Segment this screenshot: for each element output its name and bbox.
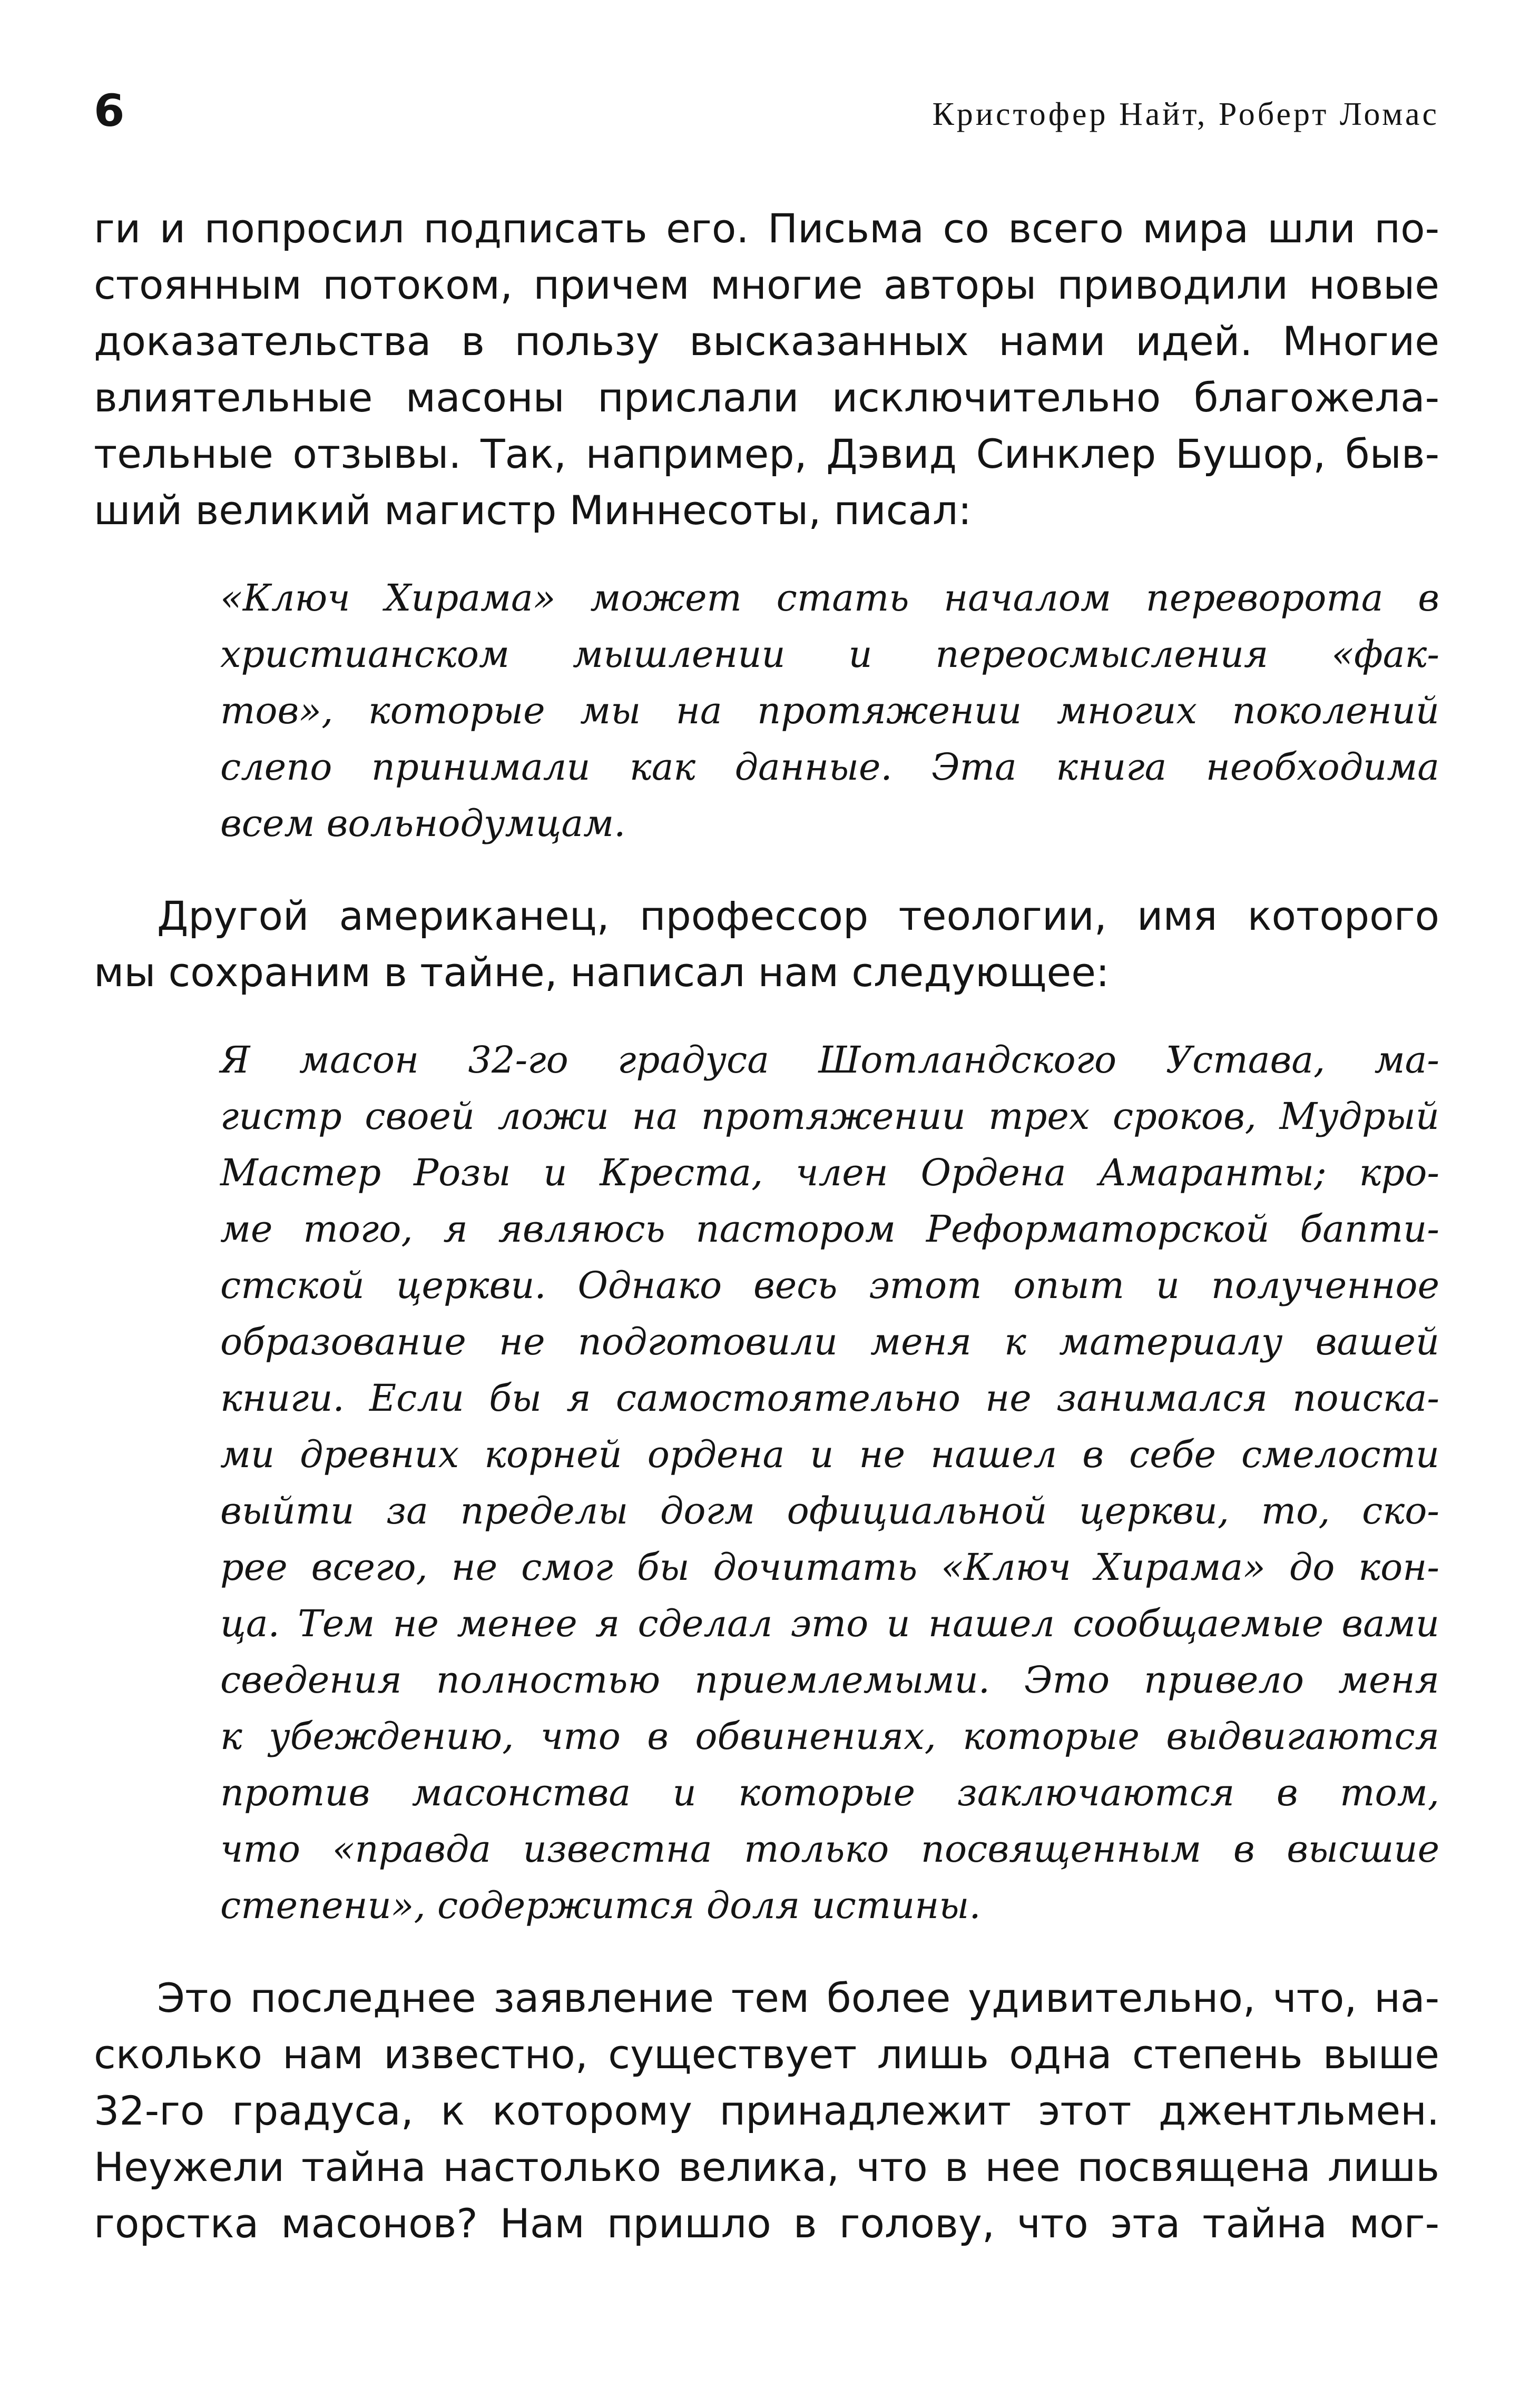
- quote-professor: [94, 1032, 1439, 1934]
- quote-line: против масонства и которые заключаются в том,: [220, 1771, 1439, 1814]
- text-line: сколько нам известно, существует лишь одна степень выше: [94, 2031, 1439, 2078]
- paragraph-gap: [94, 852, 1439, 888]
- paragraph-gap: [94, 1000, 1439, 1032]
- quote-line: рее всего, не смог бы дочитать «Ключ Хирама» до кон-: [220, 1546, 1439, 1589]
- quote-line: «Ключ Хирама» может стать началом переворота в: [220, 576, 1439, 620]
- quote-boushor: [94, 570, 1439, 852]
- text-line: тельные отзывы. Так, например, Дэвид Синклер Бушор, быв-: [94, 430, 1439, 477]
- quote-line: тов», которые мы на протяжении многих поколений: [220, 689, 1439, 732]
- text-line: мы сохраним в тайне, написал нам следующее:: [94, 949, 1110, 996]
- page-body: [94, 200, 1439, 2252]
- quote-line: ме того, я являюсь пастором Реформаторской бапти-: [220, 1207, 1439, 1251]
- quote-line: образование не подготовили меня к материалу вашей: [220, 1320, 1439, 1363]
- paragraph-gap: [94, 1934, 1439, 1970]
- paragraph-last-statement: [94, 1970, 1439, 2252]
- quote-line: к убеждению, что в обвинениях, которые выдвигаются: [220, 1715, 1439, 1758]
- text-line: Это последнее заявление тем более удивительно, что, на-: [157, 1974, 1439, 2021]
- running-head: Кристофер Найт, Роберт Ломас: [932, 96, 1439, 132]
- paragraph-gap: [94, 538, 1439, 570]
- text-line: горстка масонов? Нам пришло в голову, что эта тайна мог-: [94, 2200, 1439, 2247]
- text-line: ги и попросил подписать его. Письма со всего мира шли по-: [94, 205, 1439, 252]
- text-line: влиятельные масоны прислали исключительно благожела-: [94, 374, 1439, 421]
- paragraph-professor-intro: [94, 888, 1439, 1000]
- quote-line: всем вольнодумцам.: [220, 802, 626, 845]
- quote-line: степени», содержится доля истины.: [220, 1884, 981, 1927]
- quote-line: ми древних корней ордена и не нашел в себе смелости: [220, 1433, 1439, 1476]
- quote-line: ца. Тем не менее я сделал это и нашел сообщаемые вами: [220, 1602, 1439, 1645]
- quote-line: Мастер Розы и Креста, член Ордена Амаранты; кро-: [220, 1151, 1439, 1194]
- paragraph-letters-intro: [94, 200, 1439, 538]
- quote-line: гистр своей ложи на протяжении трех сроков, Мудрый: [220, 1095, 1439, 1138]
- text-line: ший великий магистр Миннесоты, писал:: [94, 487, 972, 534]
- quote-line: выйти за пределы догм официальной церкви, то, ско-: [220, 1489, 1439, 1532]
- quote-line: стской церкви. Однако весь этот опыт и полученное: [220, 1264, 1439, 1307]
- quote-line: слепо принимали как данные. Эта книга необходима: [220, 745, 1439, 789]
- quote-line: христианском мышлении и переосмысления «фак-: [220, 633, 1439, 676]
- quote-line: Я масон 32-го градуса Шотландского Устава, ма-: [220, 1038, 1439, 1082]
- quote-line: книги. Если бы я самостоятельно не занимался поиска-: [220, 1377, 1439, 1420]
- text-line: Другой американец, профессор теологии, имя которого: [157, 892, 1439, 939]
- page-number: 6: [94, 85, 125, 136]
- text-line: Неужели тайна настолько велика, что в нее посвящена лишь: [94, 2144, 1439, 2190]
- text-line: стоянным потоком, причем многие авторы приводили новые: [94, 261, 1439, 308]
- page-header: [94, 84, 1439, 142]
- text-line: доказательства в пользу высказанных нами идей. Многие: [94, 318, 1439, 365]
- text-line: 32-го градуса, к которому принадлежит этот джентльмен.: [94, 2087, 1439, 2134]
- quote-line: сведения полностью приемлемыми. Это привело меня: [220, 1658, 1439, 1702]
- quote-line: что «правда известна только посвященным в высшие: [220, 1827, 1439, 1871]
